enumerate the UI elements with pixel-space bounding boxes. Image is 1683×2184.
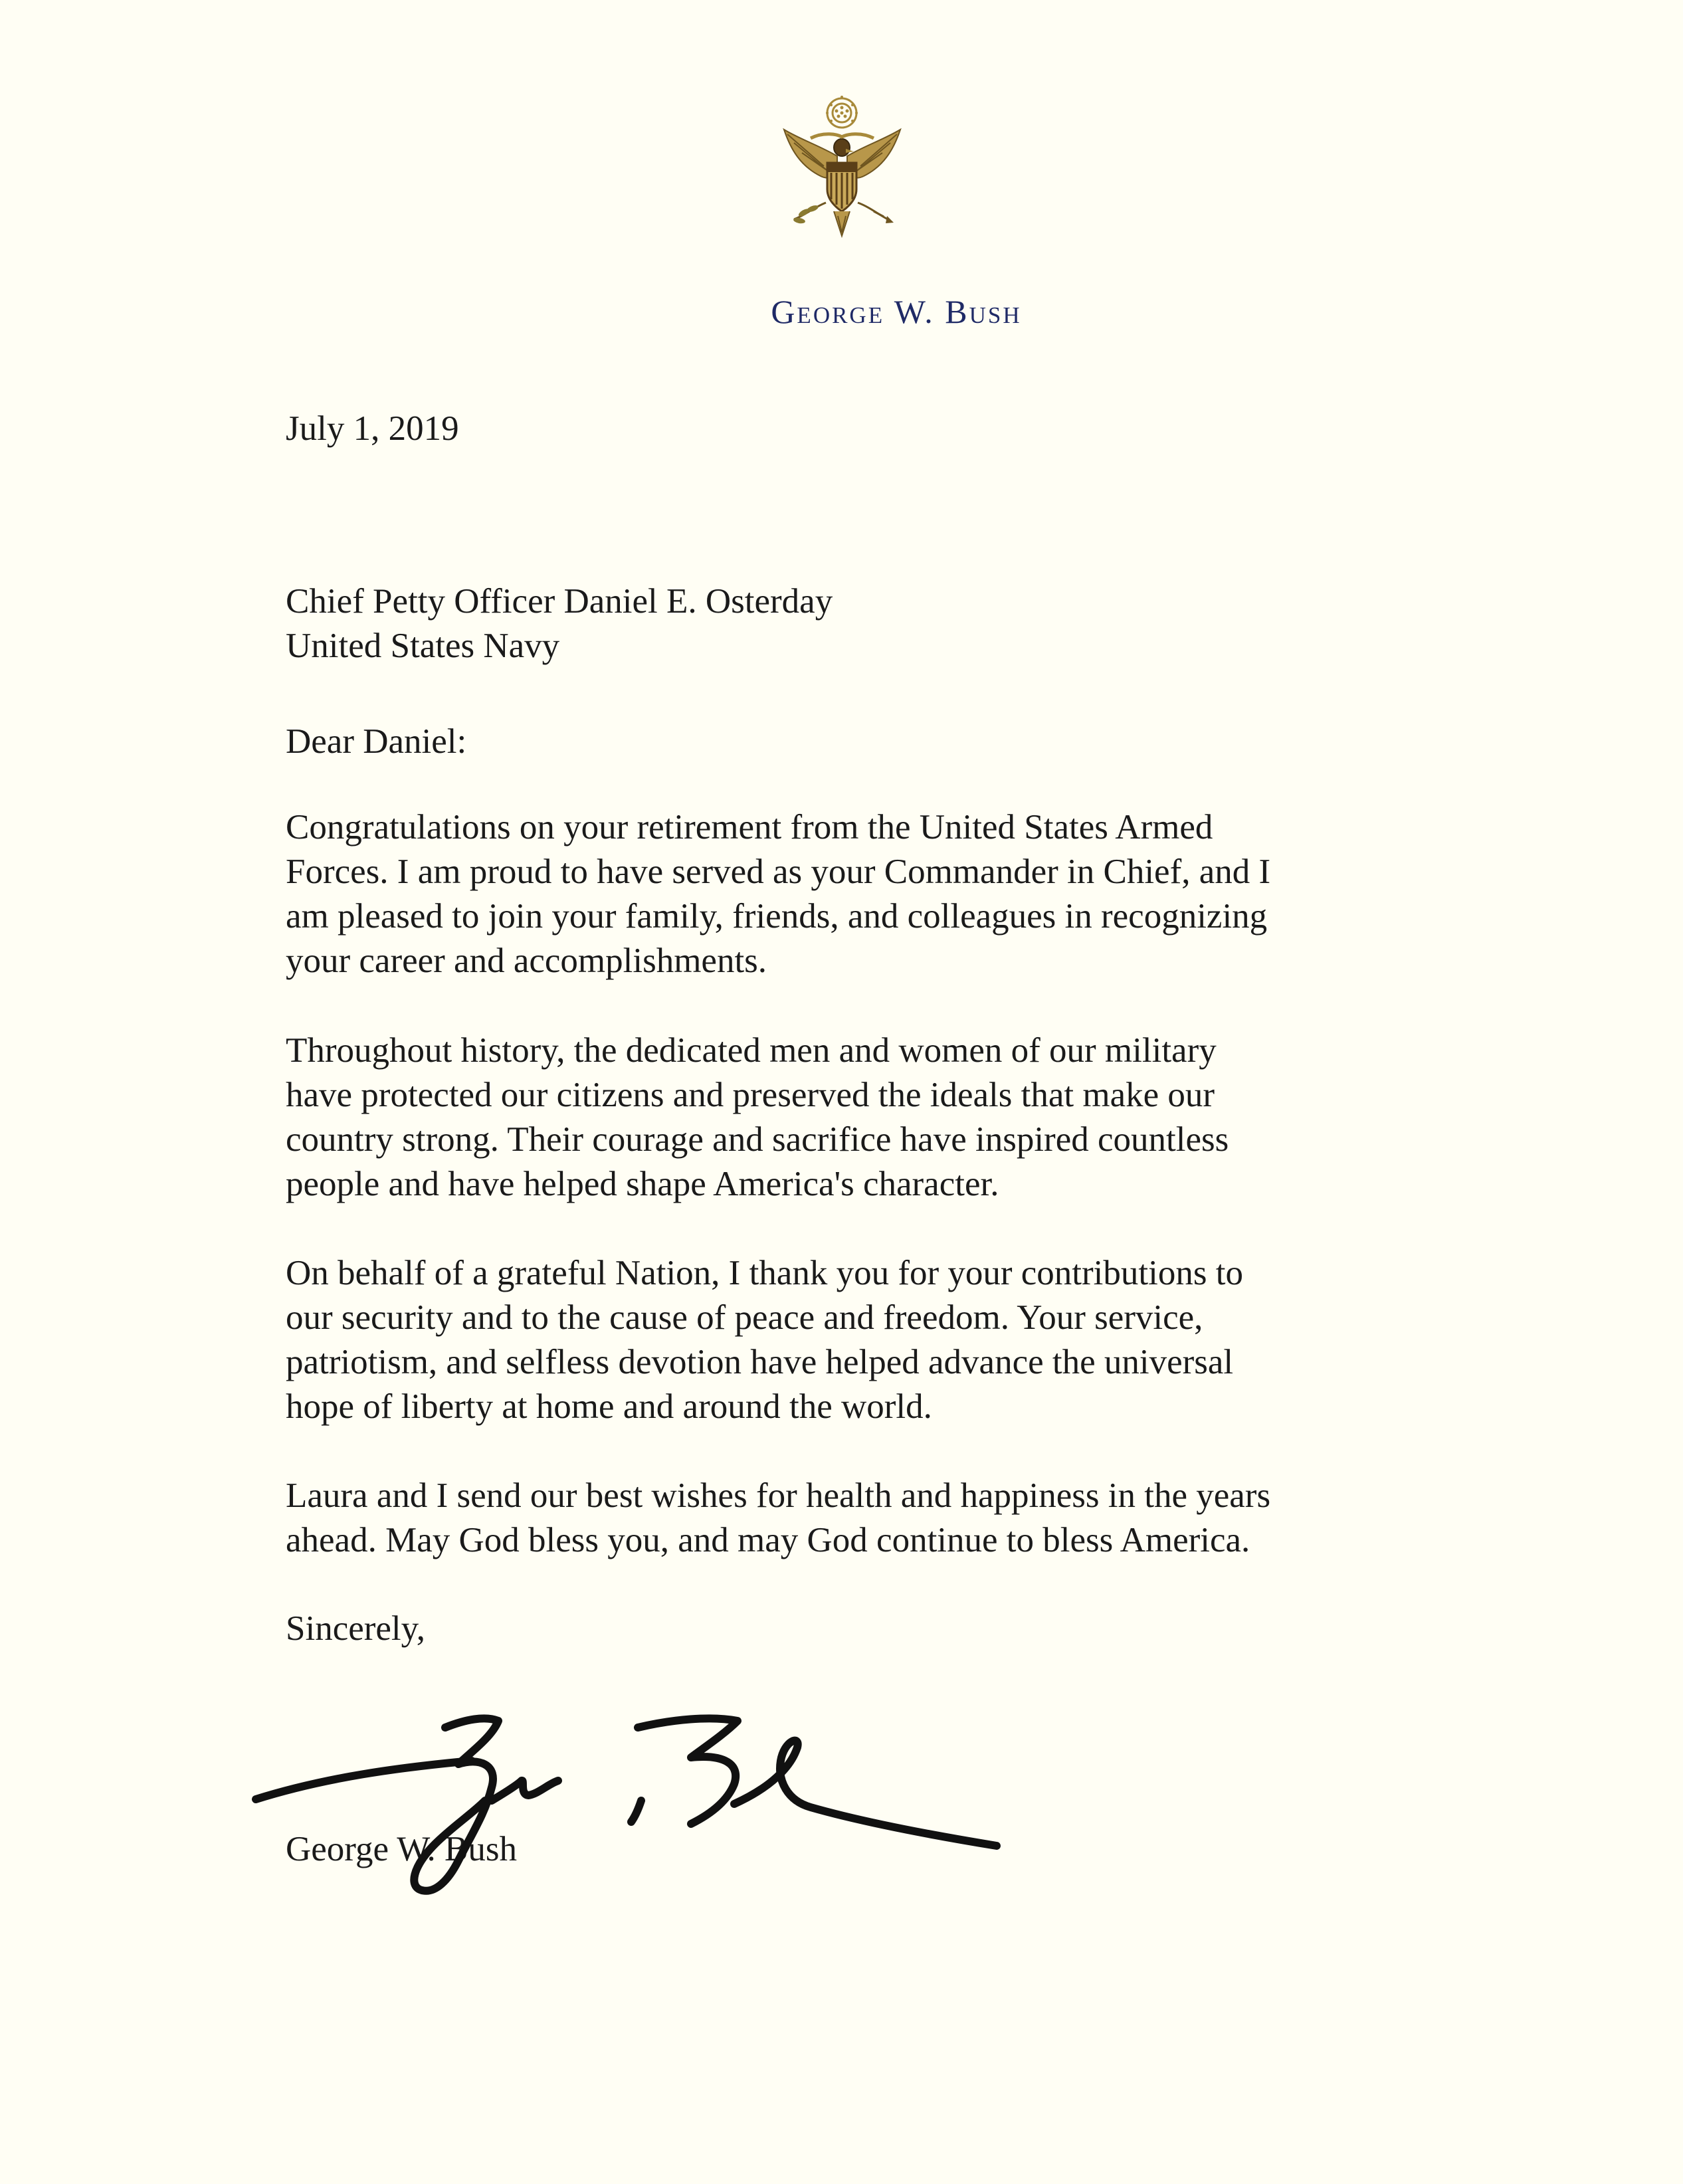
letterhead-name: George W. Bush	[771, 293, 1022, 330]
paragraph-line: Laura and I send our best wishes for health and happiness in the years	[286, 1476, 1271, 1515]
paragraph-line: hope of liberty at home and around the world.	[286, 1387, 932, 1426]
recipient-line: Chief Petty Officer Daniel E. Osterday	[286, 582, 833, 621]
handwritten-signature	[246, 1701, 1010, 1900]
closing: Sincerely,	[286, 1609, 425, 1648]
paragraph-line: On behalf of a grateful Nation, I thank you for your contributions to	[286, 1254, 1243, 1292]
paragraph-line: country strong. Their courage and sacrifice have inspired countless	[286, 1120, 1229, 1159]
paragraph-line: our security and to the cause of peace and freedom. Your service,	[286, 1298, 1203, 1337]
letter-date: July 1, 2019	[286, 409, 459, 448]
paragraph-line: Forces. I am proud to have served as your Commander in Chief, and I	[286, 852, 1271, 891]
signer-name: George W. Bush	[286, 1830, 517, 1868]
paragraph-line: am pleased to join your family, friends, and colleagues in recognizing	[286, 897, 1268, 936]
recipient-line: United States Navy	[286, 627, 560, 665]
paragraph-line: patriotism, and selfless devotion have helped advance the universal	[286, 1343, 1234, 1381]
salutation: Dear Daniel:	[286, 722, 467, 761]
paragraph-line: ahead. May God bless you, and may God continue to bless America.	[286, 1521, 1250, 1559]
paragraph-line: Congratulations on your retirement from the United States Armed	[286, 808, 1213, 846]
body-paragraph	[286, 1251, 1415, 1429]
paragraph-line: people and have helped shape America's character.	[286, 1165, 999, 1203]
paragraph-line: Throughout history, the dedicated men and women of our military	[286, 1031, 1217, 1070]
paragraph-line: your career and accomplishments.	[286, 942, 767, 980]
body-paragraph	[286, 1029, 1415, 1207]
body-paragraph	[286, 805, 1415, 983]
body-paragraph	[286, 1474, 1415, 1563]
paragraph-line: have protected our citizens and preserved the ideals that make our	[286, 1076, 1215, 1114]
great-seal-eagle-icon	[774, 93, 910, 249]
recipient-block	[286, 579, 1415, 668]
